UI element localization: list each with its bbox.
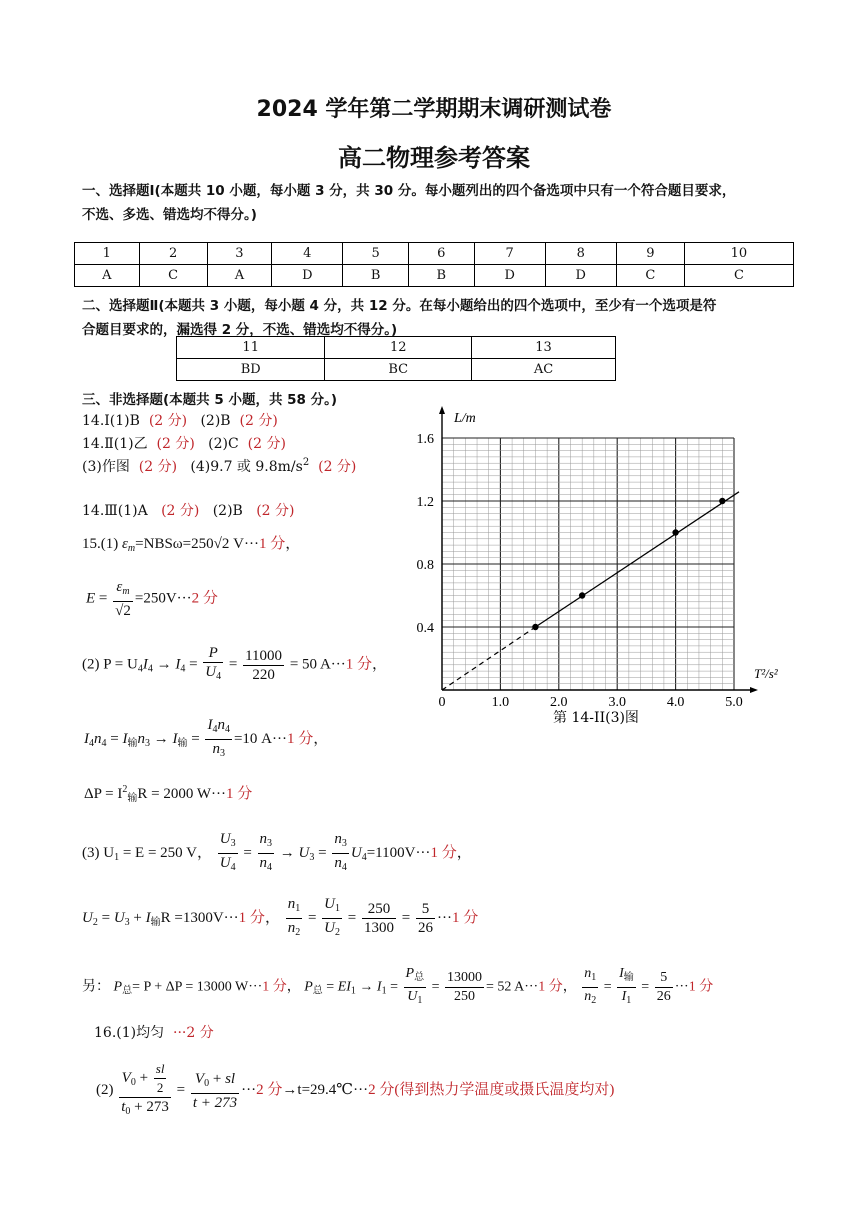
table-cell: 13 (472, 337, 616, 359)
table-cell: C (616, 265, 684, 287)
y-axis-arrow (439, 406, 445, 414)
table-cell: D (545, 265, 616, 287)
answer-14-2b (82, 456, 356, 476)
superscript: 2 (302, 457, 310, 468)
x-tick-label: 4.0 (666, 695, 685, 710)
score: (2 分) (156, 436, 195, 452)
y-tick-label: 1.2 (416, 495, 434, 510)
equation: =1100V··· (366, 844, 431, 861)
score: 1 分 (538, 979, 563, 995)
table-cell: 2 (139, 243, 207, 265)
section2-text-line1: 二、选择题Ⅱ(本题共 3 小题，每小题 4 分，共 12 分。在每小题给出的四个选项中，至少有一个选项是符 (82, 298, 717, 314)
label: 另： (82, 979, 110, 995)
score: 2 分 (256, 1081, 283, 1098)
score: (2 分) (161, 503, 200, 519)
label: (2) (96, 1081, 114, 1098)
q16-line1 (94, 1022, 214, 1042)
denominator: 2 (156, 1080, 164, 1095)
punct: ， (285, 536, 301, 552)
subscript: 总 (414, 972, 425, 983)
equation: ΔP = I (84, 786, 123, 802)
page-subtitle: 高二物理参考答案 (338, 144, 530, 172)
denominator: 26 (417, 920, 433, 936)
subscript: 总 (312, 985, 323, 997)
equation: = E = 250 V， (119, 844, 212, 861)
table-cell: 4 (272, 243, 343, 265)
data-point (532, 624, 538, 630)
x-tick-label: 5.0 (725, 695, 743, 710)
numerator: 11000 (245, 647, 283, 664)
answer-14-3 (82, 500, 294, 520)
q15-line6: (3) $U_1 = E = 250$ V， $\frac{U_3}{U_4}$ = $\frac{n_3}{n_4}$ → $U_3$ = $\frac{n_3}{n_4}$ $U_4=1100V\cdot\cdot\cdot 1$ 分， (82, 831, 472, 873)
score: 1 分 (258, 536, 286, 552)
fit-line (535, 492, 739, 627)
answer-text: (2)C (208, 436, 239, 452)
table-cell: A (75, 265, 140, 287)
denominator: 1300 (363, 920, 394, 936)
score: (2 分) (138, 459, 178, 475)
q16-line2: (2) $V_0$ + $\frac{sl}{2}$ $t_0 + 273$ = $\frac{V_0 + sl}{t + 273}$ ···2 分→t=29.4℃···2 分(得到热力学温度或摄氏温度均对) (96, 1061, 615, 1117)
score: 1 分 (286, 730, 314, 747)
q15-line4: $I_4n_4 = I_输n_3 \to I_输$ = $\frac{I_4n_4}{n_3}$ =10 A···1 分， (84, 717, 329, 759)
section2-text-line2: 合题目要求的，漏选得 2 分，不选、错选均不得分。) (82, 322, 398, 338)
table-cell: C (684, 265, 793, 287)
score: (2 分) (247, 436, 286, 452)
x-axis-label: T²/s² (754, 666, 778, 681)
answer-table-1 (74, 242, 794, 287)
score: (2 分) (318, 459, 357, 475)
section1-text-line2: 不选、多选、错选均不得分。) (82, 207, 257, 223)
table-cell: A (207, 265, 272, 287)
data-point (719, 498, 725, 504)
equation: = 52 A··· (485, 979, 539, 995)
equation: (2) P = U (82, 656, 138, 673)
table-cell: 12 (325, 337, 472, 359)
score: (2 分) (148, 413, 188, 429)
section1-text-line1: 一、选择题Ⅰ(本题共 10 小题，每小题 3 分，共 30 分。每小题列出的四个备选项中只有一个符合题目要求， (82, 183, 736, 199)
numerator: 5 (655, 969, 673, 988)
table-cell: 9 (616, 243, 684, 265)
score: 1 分 (225, 786, 253, 802)
numerator: 250 (362, 900, 396, 919)
symbol: sl (154, 1060, 167, 1079)
answer-text: (4)9.7 或 9.8m/s (190, 459, 303, 475)
table-row (177, 337, 616, 359)
denominator: t + 273 (192, 1094, 238, 1111)
x-tick-label: 3.0 (608, 695, 626, 710)
score: 1 分 (238, 909, 265, 926)
score: 1 分 (262, 979, 287, 995)
subscript: 输 (177, 737, 188, 749)
q15-line2: E = $\frac{\varepsilon_m}{√2}$ =250V···2 分 (86, 579, 218, 619)
q15-line7: $U_2 = U_3 + I_输R =1300V\cdot\cdot\cdot 1$ 分， $\frac{n_1}{n_2}$ = $\frac{U_1}{U_2}$ = $\frac{250}{1300}$ = $\frac{5}{26}$ ···1 分 (82, 896, 479, 938)
table-cell: BD (177, 359, 325, 381)
y-axis-label: L/m (454, 411, 476, 426)
table-cell: B (408, 265, 474, 287)
equation: V··· (229, 536, 259, 552)
symbol: V (121, 1069, 131, 1086)
subscript: 输 (150, 916, 161, 928)
equation: →t=29.4℃··· (282, 1081, 369, 1098)
score: (2 分) (256, 503, 295, 519)
table-cell: 5 (343, 243, 409, 265)
y-tick-label: 1.6 (416, 432, 434, 447)
score: 1 分 (688, 979, 714, 995)
chart-caption: 第 14-II(3)图 (553, 710, 639, 726)
table-cell: 6 (408, 243, 474, 265)
table-cell: 8 (545, 243, 616, 265)
q15-label: 15.(1) (82, 536, 122, 552)
equation: =10 A··· (233, 730, 287, 747)
equation: =NBSω=250 (135, 536, 214, 552)
subscript: 输 (127, 793, 138, 804)
subscript: 输 (127, 737, 138, 749)
table-row (177, 359, 616, 381)
table-cell: B (343, 265, 409, 287)
answer-14-2 (82, 433, 286, 453)
data-point (672, 529, 678, 535)
q15-line8: 另： $P_总= P + \Delta P = 13000$ W···1 分， $P_总 = EI_1 \to I_1$ = $\frac{P_总}{U_1}$ = $\frac{13000}{250}$ = 52 A···1 分， $\frac{n_1}{n_2}$ = $\frac{I_输}{I_1}$ = $\frac{5}{26}$ ···1 分 (82, 966, 714, 1006)
score: (2 分) (239, 413, 278, 429)
x-axis-arrow (750, 687, 758, 693)
equation: =250V··· (134, 590, 192, 607)
equation: R =1300V··· (160, 909, 239, 926)
score: ···2 分 (173, 1025, 214, 1041)
score: 1 分 (430, 844, 457, 861)
denominator: 26 (656, 989, 671, 1004)
answer-table-2 (176, 336, 616, 381)
subscript: 总 (122, 985, 133, 997)
section3-heading: 三、非选择题(本题共 5 小题，共 58 分。) (82, 392, 338, 408)
equation: R = 2000 W··· (137, 786, 226, 802)
table-cell: 1 (75, 243, 140, 265)
table-cell: AC (472, 359, 616, 381)
answer-text: 16.(1)均匀 (94, 1025, 165, 1041)
answer-text: (2)B (212, 503, 243, 519)
q15-line3: (2) $P = U_4I_4 \to I_4$ = $\frac{P}{U_4}$ = $\frac{11000}{220}$ = 50 A···1 分， (82, 645, 388, 683)
x-tick-label: 1.0 (491, 695, 510, 710)
answer-14-1 (82, 410, 278, 430)
symbol: t (121, 1099, 126, 1115)
score: 1 分 (345, 656, 373, 673)
subscript: 输 (623, 972, 634, 983)
data-point (579, 592, 585, 598)
numerator: 13000 (445, 969, 484, 988)
table-row (75, 243, 794, 265)
score: 2 分 (191, 590, 218, 607)
y-tick-label: 0.4 (416, 621, 434, 636)
symbol: + 273 (134, 1099, 169, 1115)
numerator: 5 (416, 900, 435, 919)
denominator: 250 (453, 989, 475, 1004)
table-cell: 7 (474, 243, 545, 265)
y-tick-label: 0.8 (416, 558, 434, 573)
equation: U (350, 844, 362, 861)
equation: ··· (241, 1081, 257, 1098)
equation: = 50 A··· (289, 656, 346, 673)
table-cell: 3 (207, 243, 272, 265)
answer-text: 14.Ⅲ(1)A (82, 503, 148, 519)
equation: (3) U (82, 844, 115, 861)
answer-text: (3)作图 (82, 459, 130, 475)
score: 2 分 (368, 1081, 395, 1098)
q15-line1: 15.(1) $\varepsilon_m=NBS\omega=250√2$ V···1 分， (82, 536, 301, 554)
x-tick-label: 2.0 (550, 695, 568, 710)
table-cell: 10 (684, 243, 793, 265)
table-cell: C (139, 265, 207, 287)
answer-text: (2)B (200, 413, 231, 429)
denominator: 220 (252, 666, 275, 683)
page-title: 2024 学年第二学期期末调研测试卷 (256, 97, 612, 122)
table-cell: 11 (177, 337, 325, 359)
table-row (75, 265, 794, 287)
table-cell: BC (325, 359, 472, 381)
table-cell: D (474, 265, 545, 287)
q15-line5: $\Delta P = I^2_输R = 2000$ W···1 分 (84, 784, 253, 804)
score: 1 分 (451, 909, 479, 926)
equation: = P + ΔP = 13000 W··· (132, 979, 263, 995)
chart (412, 400, 812, 730)
x-tick-label: 0 (438, 695, 446, 710)
answer-text: 14.Ⅱ(1)乙 (82, 436, 148, 452)
note: (得到热力学温度或摄氏温度均对) (394, 1081, 615, 1098)
table-cell: D (272, 265, 343, 287)
answer-text: 14.I(1)B (82, 413, 140, 429)
